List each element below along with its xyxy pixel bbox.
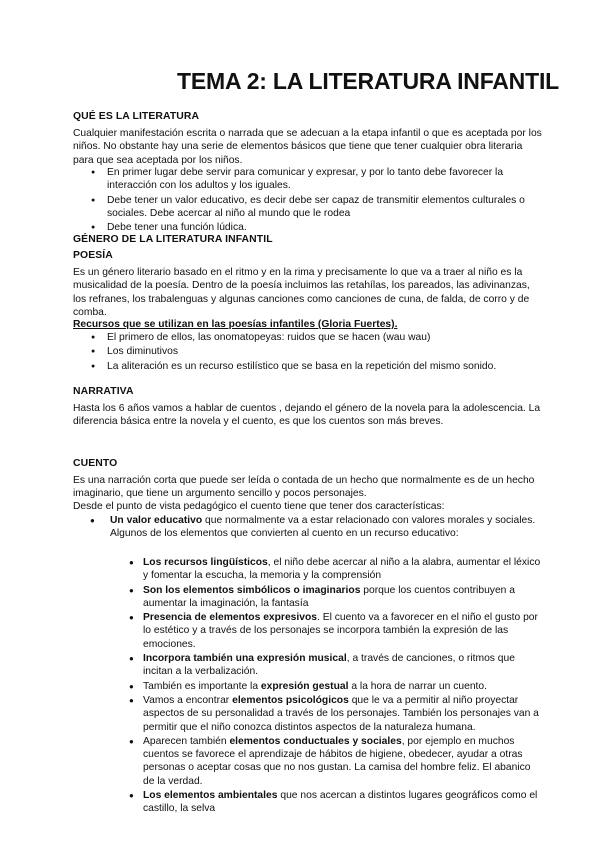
text: a la hora de narrar un cuento. xyxy=(348,680,487,692)
bold-text: elementos conductuales y sociales xyxy=(229,735,402,747)
recursos-title: Recursos que se utilizan en las poesías infantiles (Gloria Fuertes). xyxy=(73,319,398,330)
bold-text: Presencia de elementos expresivos xyxy=(143,612,317,624)
list-cuento xyxy=(73,514,543,541)
list-item xyxy=(73,680,543,693)
list-item xyxy=(73,694,543,734)
text: . El cuento va a favorecer en el niño el gusto por lo estético y a través de los personajes se incorpora también la expresión de las emociones. xyxy=(143,612,538,650)
heading-cuento: CUENTO xyxy=(73,458,118,469)
list-item: ● La aliteración es un recurso estilístico que se basa en la repetición del mismo sonido. xyxy=(73,360,543,373)
text: También es importante la xyxy=(143,680,261,692)
bold-text: Los elementos ambientales xyxy=(143,790,278,802)
list-item: ● El primero de ellos, las onomatopeyas: ruidos que se hacen (wau wau) xyxy=(73,331,543,344)
paragraph-poesia: Es un género literario basado en el ritmo y en la rima y precisamente lo que va a traer al niño es la musicalidad de la poesía. Dentro de la poesía incluimos las retahílas, los pareados, las adivinanzas, los refranes, los trabalenguas y algunas canciones como canciones de cuna, de falda, de corro y de comba. xyxy=(73,267,530,318)
bold-text: expresión gestual xyxy=(260,680,349,692)
heading-genero: GÉNERO DE LA LITERATURA INFANTIL xyxy=(73,234,273,245)
list-poesia xyxy=(73,331,543,373)
list-item xyxy=(73,556,543,583)
text: que normalmente va a estar relacionado con valores morales y sociales. Algunos de los elementos que convierten al cuento en un recurso educativo: xyxy=(110,515,536,540)
list-item: ● En primer lugar debe servir para comunicar y expresar, y por lo tanto debe favorecer la interacción con los adultos y los iguales. xyxy=(73,166,543,193)
page-title: TEMA 2: LA LITERATURA INFANTIL xyxy=(177,68,559,94)
paragraph-que-es: Cualquier manifestación escrita o narrada que se adecuan a la etapa infantil o que es aceptada por los niños. No obstante hay una serie de elementos básicos que tiene que tener cualquier obra literaria para que sea aceptada por los niños. xyxy=(73,128,542,166)
text: , a través de canciones, o ritmos que incitan a la verbalización. xyxy=(143,653,515,678)
list-item: ● Debe tener un valor educativo, es decir debe ser capaz de transmitir elementos culturales o sociales. Debe acercar al niño al mundo que le rodea xyxy=(73,194,543,221)
list-item xyxy=(73,611,543,651)
list-item xyxy=(73,652,543,679)
bold-text: elementos psicológicos xyxy=(232,694,349,706)
list-item-valor-educativo xyxy=(73,514,543,541)
text: , el niño debe acercar al niño a la alabra, aumentar el léxico y fomentar la escucha, la memoria y la comprensión xyxy=(143,557,541,582)
text: porque los cuentos contribuyen a aumentar la imaginación, la fantasía xyxy=(143,584,515,609)
text: Vamos a encontrar xyxy=(143,694,233,706)
heading-narrativa: NARRATIVA xyxy=(73,386,134,397)
bold-text: Un valor educativo xyxy=(110,515,203,526)
paragraph-cuento-1: Es una narración corta que puede ser leída o contada de un hecho que normalmente es de un hecho imaginario, que tiene un argumento sencillo y pocos personajes. xyxy=(73,475,535,500)
list-item xyxy=(73,789,543,816)
list-que-es xyxy=(73,166,543,234)
text: que le va a permitir al niño proyectar aspectos de su personalidad a través de los personajes. También los personajes van a permitir que el niño conozca distintos aspectos de la naturaleza humana. xyxy=(143,694,539,733)
heading-que-es: QUÉ ES LA LITERATURA xyxy=(73,111,200,122)
list-item: ● Los diminutivos xyxy=(73,345,543,358)
bold-text: Los recursos lingüísticos xyxy=(143,557,268,568)
paragraph-cuento-2: Desde el punto de vista pedagógico el cuento tiene que tener dos características: xyxy=(73,501,445,512)
list-cuento-sub xyxy=(73,556,543,816)
heading-poesia: POESÍA xyxy=(73,250,113,261)
list-item: ● Debe tener una función lúdica. xyxy=(73,221,543,234)
text: , por ejemplo en muchos cuentos se favorece el aprendizaje de hábitos de higiene, obedecer, ayudar a otras personas o aceptar cosas que no nos gustan. La camisa del hombre feliz. El abanico de la verdad. xyxy=(143,735,531,787)
paragraph-narrativa: Hasta los 6 años vamos a hablar de cuentos , dejando el género de la novela para la adolescencia. La diferencia básica entre la novela y el cuento, es que los cuentos son más breves. xyxy=(73,403,541,428)
text: Aparecen también xyxy=(143,735,230,747)
text: que nos acercan a distintos lugares geográficos como el castillo, la selva xyxy=(143,790,538,815)
list-item xyxy=(73,584,543,611)
bold-text: Son los elementos simbólicos o imaginarios xyxy=(143,584,361,596)
bold-text: Incorpora también una expresión musical xyxy=(143,653,347,665)
list-item xyxy=(73,735,543,788)
